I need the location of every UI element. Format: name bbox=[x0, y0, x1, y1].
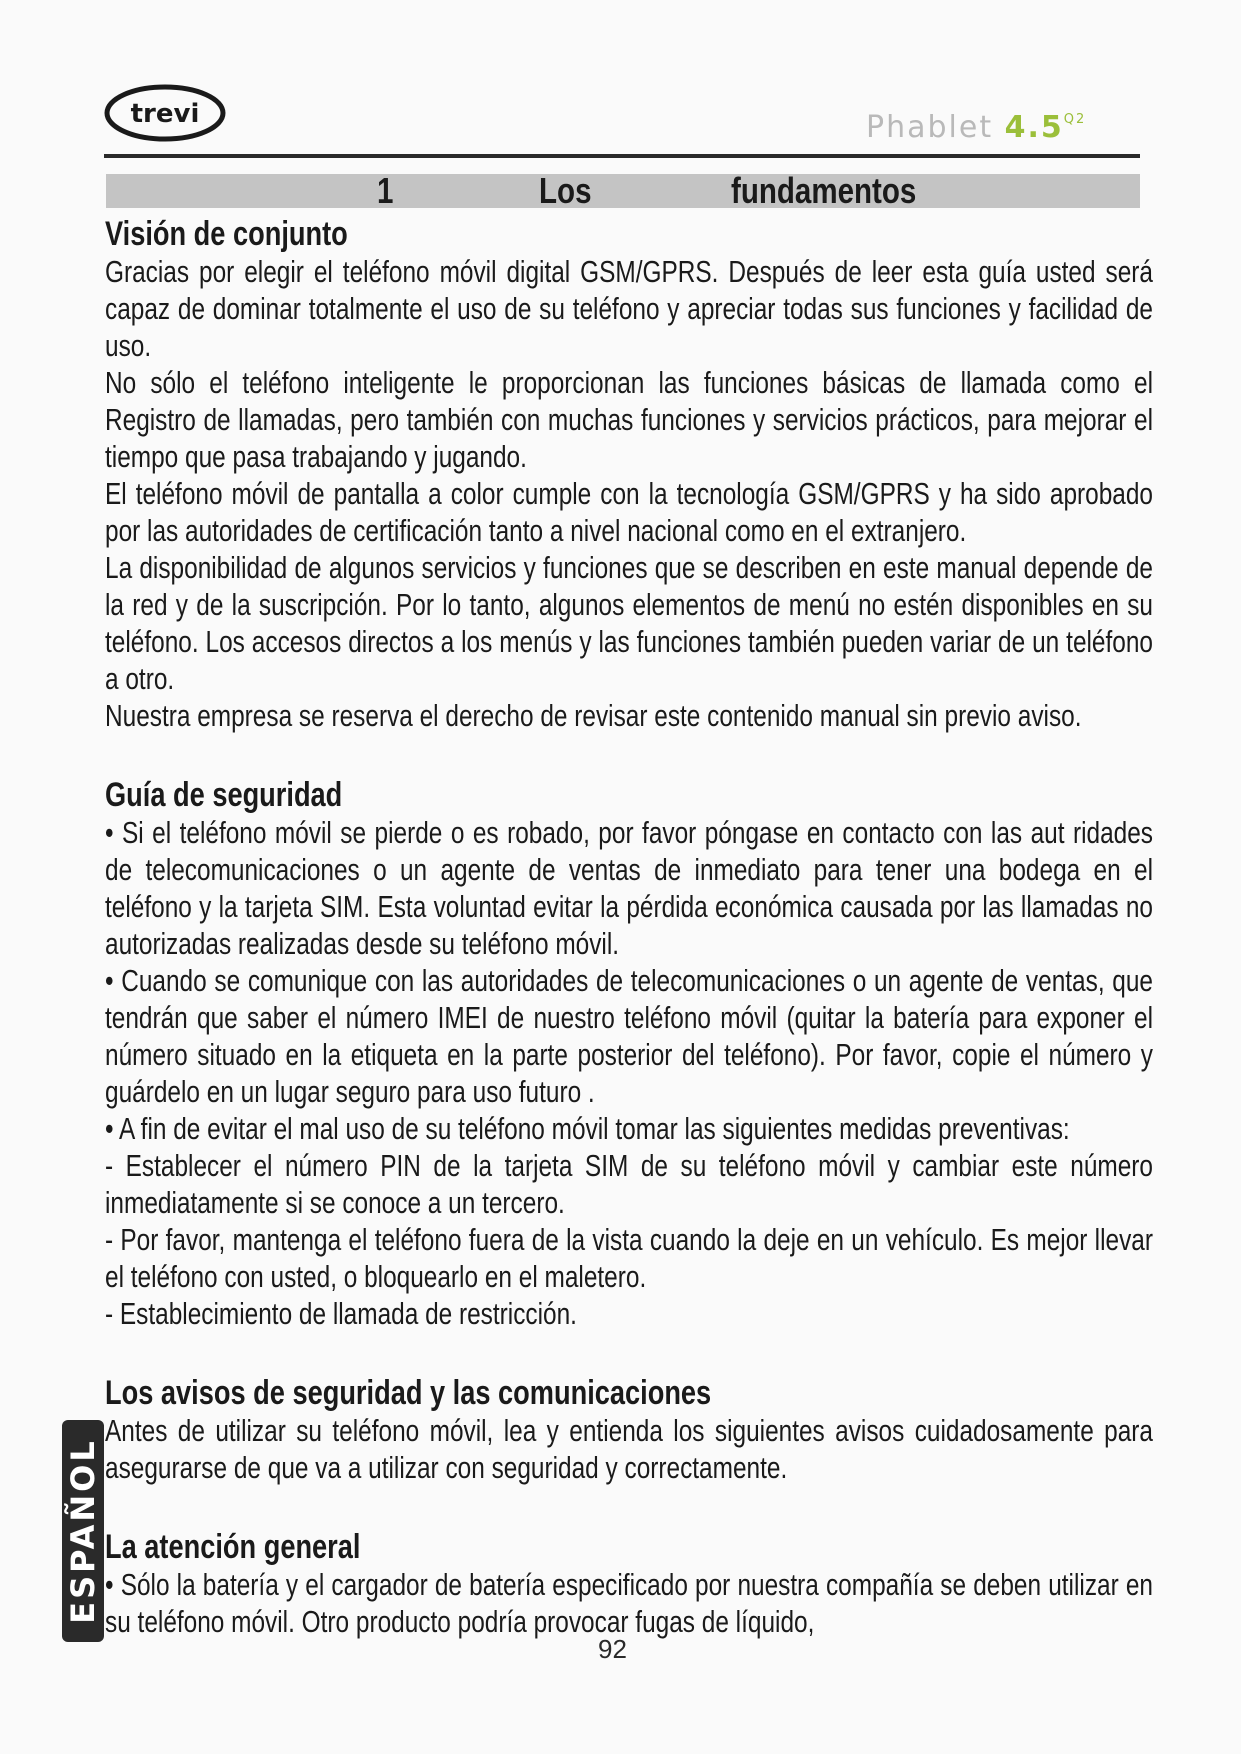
product-name-text: Phablet bbox=[866, 110, 994, 145]
page-number: 92 bbox=[598, 1634, 627, 1664]
product-model: 4.5 bbox=[1004, 110, 1064, 145]
page-content bbox=[105, 214, 1155, 1641]
section-title-safety-guide: Guía de seguridad bbox=[105, 776, 343, 814]
section-title-overview: Visión de conjunto bbox=[105, 215, 348, 253]
safety-dash-3: - Establecimiento de llamada de restricción. bbox=[105, 1297, 577, 1331]
safety-bullet-2: • Cuando se comunique con las autoridades de telecomunicaciones o un agente de ventas, que tendrán que saber el número IMEI de nuestro teléfono móvil (quitar la batería para exponer el número situado en la etiqueta en la parte posterior del teléfono). Por favor, copie el número y guárdelo en un lugar seguro para uso futuro . bbox=[105, 964, 1153, 1109]
product-suffix: Q2 bbox=[1063, 112, 1087, 127]
chapter-word-2: fundamentos bbox=[731, 170, 917, 211]
chapter-bar bbox=[106, 170, 1140, 211]
overview-paragraph-4: La disponibilidad de algunos servicios y funciones que se describen en este manual depende de la red y de la suscripción. Por lo tanto, algunos elementos de menú no estén disponibles en su teléfono. Los accesos directos a los menús y las funciones también pueden variar de un teléfono a otro. bbox=[105, 551, 1153, 696]
general-bullet-1: • Sólo la batería y el cargador de batería especificado por nuestra compañía se deben utilizar en su teléfono móvil. Otro producto podría provocar fugas de líquido, bbox=[105, 1568, 1153, 1639]
header-rule bbox=[104, 154, 1140, 158]
section-title-safety-notices: Los avisos de seguridad y las comunicaciones bbox=[105, 1374, 712, 1412]
overview-paragraph-1: Gracias por elegir el teléfono móvil digital GSM/GPRS. Después de leer esta guía usted será capaz de dominar totalmente el uso de su teléfono y apreciar todas sus funciones y facilidad de uso. bbox=[105, 255, 1153, 363]
overview-paragraph-5: Nuestra empresa se reserva el derecho de revisar este contenido manual sin previo aviso. bbox=[105, 699, 1082, 733]
safety-dash-2: - Por favor, mantenga el teléfono fuera de la vista cuando la deje en un vehículo. Es mejor llevar el teléfono con usted, o bloquearlo en el maletero. bbox=[105, 1223, 1153, 1294]
svg-text:trevi: trevi bbox=[130, 99, 200, 129]
language-side-tab bbox=[62, 1420, 104, 1642]
notices-paragraph-1: Antes de utilizar su teléfono móvil, lea y entienda los siguientes avisos cuidadosamente para asegurarse de que va a utilizar con seguridad y correctamente. bbox=[105, 1414, 1153, 1485]
safety-dash-1: - Establecer el número PIN de la tarjeta SIM de su teléfono móvil y cambiar este número inmediatamente si se conoce a un tercero. bbox=[105, 1149, 1153, 1220]
chapter-number: 1 bbox=[377, 170, 394, 211]
safety-bullet-3: • A fin de evitar el mal uso de su teléfono móvil tomar las siguientes medidas preventivas: bbox=[105, 1112, 1070, 1146]
trevi-logo bbox=[104, 84, 226, 142]
overview-paragraph-2: No sólo el teléfono inteligente le proporcionan las funciones básicas de llamada como el Registro de llamadas, pero también con muchas funciones y servicios prácticos, para mejorar el tiempo que pasa trabajando y jugando. bbox=[105, 366, 1153, 474]
section-title-general-attention: La atención general bbox=[105, 1528, 361, 1566]
chapter-word-1: Los bbox=[539, 170, 592, 211]
language-side-tab-label: ESPAÑOL bbox=[64, 1438, 102, 1624]
safety-bullet-1: • Si el teléfono móvil se pierde o es robado, por favor póngase en contacto con las aut ridades de telecomunicaciones o un agente de ventas de inmediato para tener una bodega en el teléfono y la tarjeta SIM. Esta voluntad evitar la pérdida económica causada por las llamadas no autorizadas realizadas desde su teléfono móvil. bbox=[105, 816, 1153, 961]
overview-paragraph-3: El teléfono móvil de pantalla a color cumple con la tecnología GSM/GPRS y ha sido aprobado por las autoridades de certificación tanto a nivel nacional como en el extranjero. bbox=[105, 477, 1153, 548]
product-name bbox=[866, 110, 1086, 150]
